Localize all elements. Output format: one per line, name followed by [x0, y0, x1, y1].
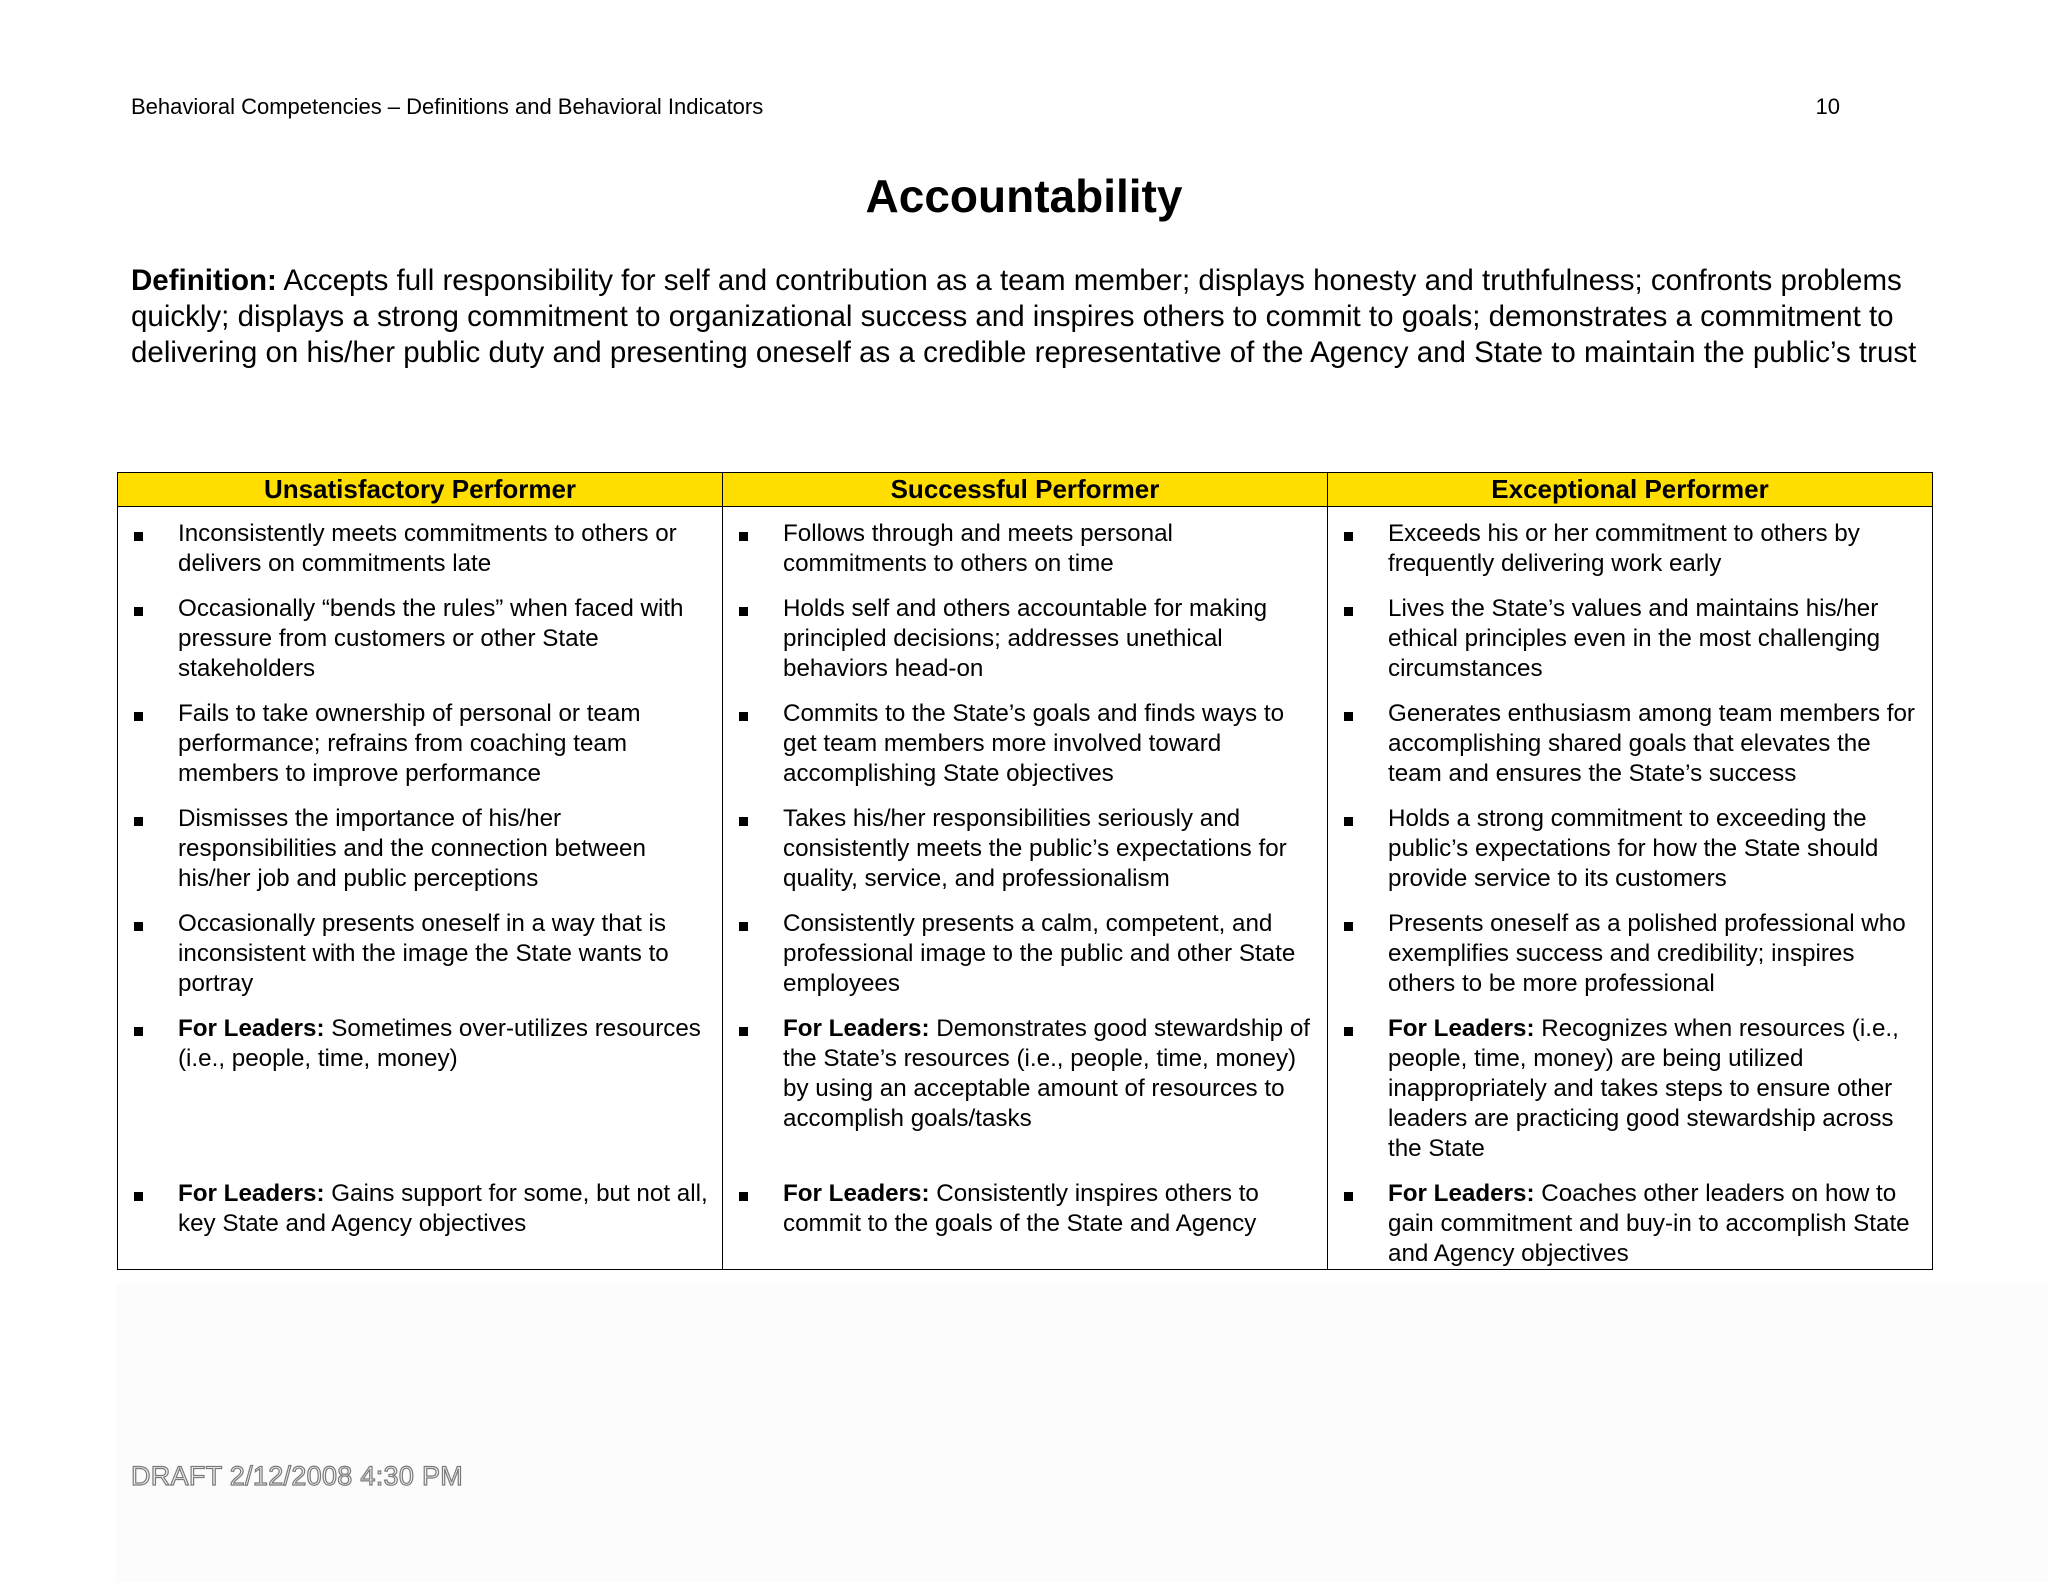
- indicator-text: Exceeds his or her commitment to others by frequently delivering work early: [1388, 520, 1860, 577]
- behavior-indicator-table: [117, 472, 1933, 1270]
- square-bullet-icon: [1344, 712, 1353, 721]
- indicator-text: Consistently presents a calm, competent, and professional image to the public and other State employees: [783, 910, 1296, 997]
- cell-unsatisfactory: [118, 580, 723, 685]
- indicator-text: Lives the State’s values and maintains his/her ethical principles even in the most challenging circumstances: [1388, 595, 1881, 682]
- square-bullet-icon: [1344, 1192, 1353, 1201]
- square-bullet-icon: [739, 712, 748, 721]
- indicator-text: Occasionally “bends the rules” when faced with pressure from customers or other State stakeholders: [178, 595, 684, 682]
- indicator-item: [723, 1000, 1327, 1135]
- running-title: Behavioral Competencies – Definitions and Behavioral Indicators: [131, 94, 764, 119]
- indicator-item: [118, 507, 722, 580]
- table-row: [118, 895, 1933, 1000]
- square-bullet-icon: [1344, 607, 1353, 616]
- table-row: [118, 1165, 1933, 1270]
- definition-paragraph: [131, 263, 1931, 371]
- indicator-text: Gains support for some, but not all, key State and Agency objectives: [178, 1180, 708, 1237]
- page-shade: [116, 1285, 2048, 1582]
- cell-unsatisfactory: [118, 685, 723, 790]
- indicator-item: [723, 580, 1327, 685]
- table-row: [118, 507, 1933, 581]
- square-bullet-icon: [134, 817, 143, 826]
- page-title: Accountability: [865, 170, 1183, 222]
- table-row: [118, 790, 1933, 895]
- indicator-text: Takes his/her responsibilities seriously and consistently meets the public’s expectations for quality, service, and professionalism: [783, 805, 1287, 892]
- square-bullet-icon: [1344, 922, 1353, 931]
- cell-unsatisfactory: [118, 895, 723, 1000]
- indicator-item: [1328, 507, 1932, 580]
- indicator-item: [1328, 895, 1932, 1000]
- draft-stamp: DRAFT 2/12/2008 4:30 PM: [131, 1461, 464, 1491]
- indicator-text: Commits to the State’s goals and finds ways to get team members more involved toward accomplishing State objectives: [783, 700, 1285, 787]
- table-row: [118, 580, 1933, 685]
- cell-exceptional: [1328, 685, 1933, 790]
- indicator-item: [118, 1000, 722, 1075]
- indicator-text: Inconsistently meets commitments to others or delivers on commitments late: [178, 520, 677, 577]
- square-bullet-icon: [134, 607, 143, 616]
- cell-unsatisfactory: [118, 1165, 723, 1270]
- indicator-item: [118, 790, 722, 895]
- square-bullet-icon: [739, 1027, 748, 1036]
- indicator-text: Generates enthusiasm among team members for accomplishing shared goals that elevates the team and ensures the State’s success: [1388, 700, 1915, 787]
- indicator-item: [723, 790, 1327, 895]
- indicator-text: Holds self and others accountable for making principled decisions; addresses unethical behaviors head-on: [783, 595, 1268, 682]
- indicator-text: Dismisses the importance of his/her responsibilities and the connection between his/her job and public perceptions: [178, 805, 646, 892]
- indicator-text: Follows through and meets personal commitments to others on time: [783, 520, 1173, 577]
- cell-successful: [723, 507, 1328, 581]
- square-bullet-icon: [134, 1027, 143, 1036]
- square-bullet-icon: [739, 922, 748, 931]
- square-bullet-icon: [1344, 1027, 1353, 1036]
- leaders-label: For Leaders:: [783, 1015, 930, 1042]
- indicator-item: [118, 685, 722, 790]
- square-bullet-icon: [134, 712, 143, 721]
- cell-successful: [723, 685, 1328, 790]
- table-header-row: [118, 473, 1933, 507]
- indicator-item: [118, 895, 722, 1000]
- cell-exceptional: [1328, 1165, 1933, 1270]
- square-bullet-icon: [1344, 817, 1353, 826]
- leaders-label: For Leaders:: [178, 1180, 325, 1207]
- cell-exceptional: [1328, 1000, 1933, 1165]
- square-bullet-icon: [739, 532, 748, 541]
- cell-unsatisfactory: [118, 507, 723, 581]
- table-row: [118, 685, 1933, 790]
- indicator-item: [118, 1165, 722, 1239]
- square-bullet-icon: [739, 817, 748, 826]
- cell-successful: [723, 580, 1328, 685]
- indicator-item: [723, 895, 1327, 1000]
- indicator-text: Sometimes over-utilizes resources (i.e., people, time, money): [178, 1015, 701, 1072]
- column-header-successful: Successful Performer: [723, 473, 1328, 507]
- cell-successful: [723, 1000, 1328, 1165]
- indicator-item: [1328, 1000, 1932, 1165]
- cell-exceptional: [1328, 507, 1933, 581]
- page-number: 10: [1815, 94, 1840, 119]
- running-header: [131, 94, 1840, 120]
- definition-text: Accepts full responsibility for self and contribution as a team member; displays honesty and truthfulness; confronts problems quickly; displays a strong commitment to organizational success and inspires others to commit to goals; demonstrates a commitment to delivering on his/her public duty and presenting oneself as a credible representative of the Agency and State to maintain the public’s trust: [131, 264, 1917, 369]
- indicator-text: Recognizes when resources (i.e., people, time, money) are being utilized inappropriately and takes steps to ensure other leaders are practicing good stewardship across the State: [1388, 1015, 1899, 1162]
- indicator-item: [723, 685, 1327, 790]
- indicator-item: [118, 580, 722, 685]
- column-header-unsatisfactory: Unsatisfactory Performer: [118, 473, 723, 507]
- cell-unsatisfactory: [118, 1000, 723, 1165]
- square-bullet-icon: [134, 1192, 143, 1201]
- indicator-item: [1328, 1165, 1932, 1269]
- indicator-text: Fails to take ownership of personal or team performance; refrains from coaching team members to improve performance: [178, 700, 641, 787]
- indicator-item: [1328, 580, 1932, 685]
- cell-unsatisfactory: [118, 790, 723, 895]
- leaders-label: For Leaders:: [783, 1180, 930, 1207]
- indicator-item: [1328, 685, 1932, 790]
- square-bullet-icon: [134, 922, 143, 931]
- cell-exceptional: [1328, 895, 1933, 1000]
- square-bullet-icon: [1344, 532, 1353, 541]
- cell-successful: [723, 895, 1328, 1000]
- column-header-exceptional: Exceptional Performer: [1328, 473, 1933, 507]
- indicator-text: Consistently inspires others to commit to the goals of the State and Agency: [783, 1180, 1259, 1237]
- definition-label: Definition:: [131, 264, 277, 297]
- square-bullet-icon: [739, 1192, 748, 1201]
- square-bullet-icon: [739, 607, 748, 616]
- indicator-text: Demonstrates good stewardship of the State’s resources (i.e., people, time, money) by using an acceptable amount of resources to accomplish goals/tasks: [783, 1015, 1310, 1132]
- indicator-text: Presents oneself as a polished professional who exemplifies success and credibility; inspires others to be more professional: [1388, 910, 1906, 997]
- cell-exceptional: [1328, 580, 1933, 685]
- indicator-text: Holds a strong commitment to exceeding the public’s expectations for how the State should provide service to its customers: [1388, 805, 1879, 892]
- indicator-text: Occasionally presents oneself in a way that is inconsistent with the image the State wants to portray: [178, 910, 669, 997]
- indicator-item: [1328, 790, 1932, 895]
- indicator-item: [723, 507, 1327, 580]
- leaders-label: For Leaders:: [1388, 1015, 1535, 1042]
- indicator-text: Coaches other leaders on how to gain commitment and buy-in to accomplish State and Agency objectives: [1388, 1180, 1910, 1267]
- cell-successful: [723, 790, 1328, 895]
- table-body: [118, 507, 1933, 1270]
- leaders-label: For Leaders:: [178, 1015, 325, 1042]
- cell-successful: [723, 1165, 1328, 1270]
- table-row: [118, 1000, 1933, 1165]
- indicator-item: [723, 1165, 1327, 1239]
- square-bullet-icon: [134, 532, 143, 541]
- cell-exceptional: [1328, 790, 1933, 895]
- leaders-label: For Leaders:: [1388, 1180, 1535, 1207]
